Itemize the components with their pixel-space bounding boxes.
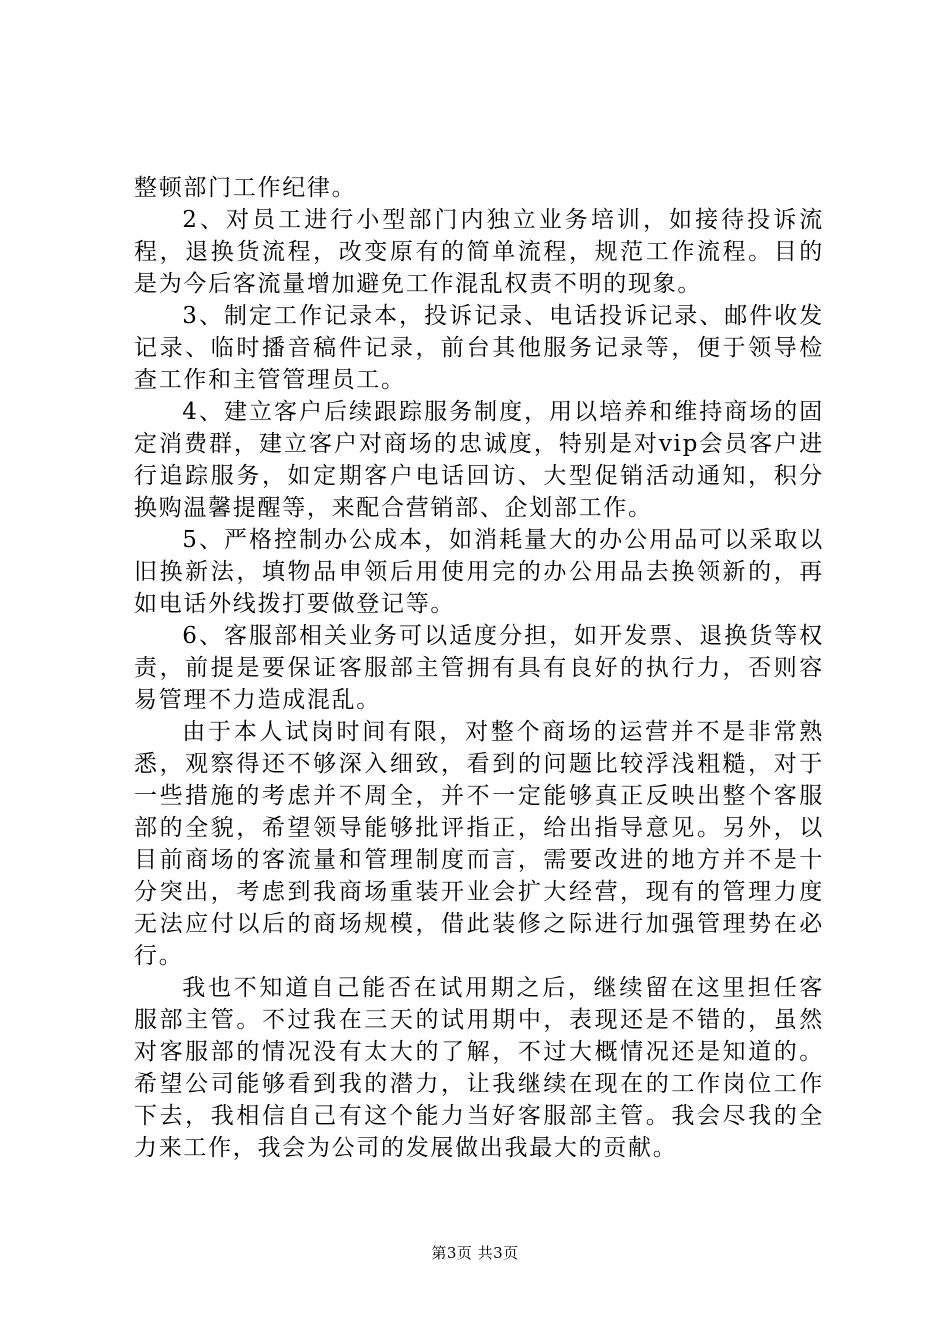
paragraph-item-6: 6、客服部相关业务可以适度分担，如开发票、退换货等权责，前提是要保证客服部主管拥有具有良好的执行力，否则容易管理不力造成混乱。 bbox=[134, 623, 824, 713]
document-body bbox=[134, 172, 824, 1164]
paragraph-item-4: 4、建立客户后续跟踪服务制度，用以培养和维持商场的固定消费群，建立客户对商场的忠诚度，特别是对vip会员客户进行追踪服务，如定期客户电话回访、大型促销活动通知，积分换购温馨提醒等，来配合营销部、企划部工作。 bbox=[134, 399, 824, 521]
paragraph-continuation: 整顿部门工作纪律。 bbox=[134, 175, 357, 201]
paragraph-item-5: 5、严格控制办公成本，如消耗量大的办公用品可以采取以旧换新法，填物品申领后用使用完的办公用品去换领新的，再如电话外线拨打要做登记等。 bbox=[134, 527, 824, 617]
paragraph-conclusion: 我也不知道自己能否在试用期之后，继续留在这里担任客服部主管。不过我在三天的试用期中，表现还是不错的，虽然对客服部的情况没有太大的了解，不过大概情况还是知道的。希望公司能够看到我的潜力，让我继续在现在的工作岗位工作下去，我相信自己有这个能力当好客服部主管。我会尽我的全力来工作，我会为公司的发展做出我最大的贡献。 bbox=[134, 975, 824, 1161]
page-number-footer: 第3页 共3页 bbox=[431, 1244, 519, 1262]
paragraph-item-3: 3、制定工作记录本，投诉记录、电话投诉记录、邮件收发记录、临时播音稿件记录，前台其他服务记录等，便于领导检查工作和主管管理员工。 bbox=[134, 303, 824, 393]
paragraph-item-2: 2、对员工进行小型部门内独立业务培训，如接待投诉流程，退换货流程，改变原有的简单流程，规范工作流程。目的是为今后客流量增加避免工作混乱权责不明的现象。 bbox=[134, 207, 824, 297]
paragraph-reflection: 由于本人试岗时间有限，对整个商场的运营并不是非常熟悉，观察得还不够深入细致，看到的问题比较浮浅粗糙，对于一些措施的考虑并不周全，并不一定能够真正反映出整个客服部的全貌，希望领导能够批评指正，给出指导意见。另外，以目前商场的客流量和管理制度而言，需要改进的地方并不是十分突出，考虑到我商场重装开业会扩大经营，现有的管理力度无法应付以后的商场规模，借此装修之际进行加强管理势在必行。 bbox=[134, 719, 824, 969]
